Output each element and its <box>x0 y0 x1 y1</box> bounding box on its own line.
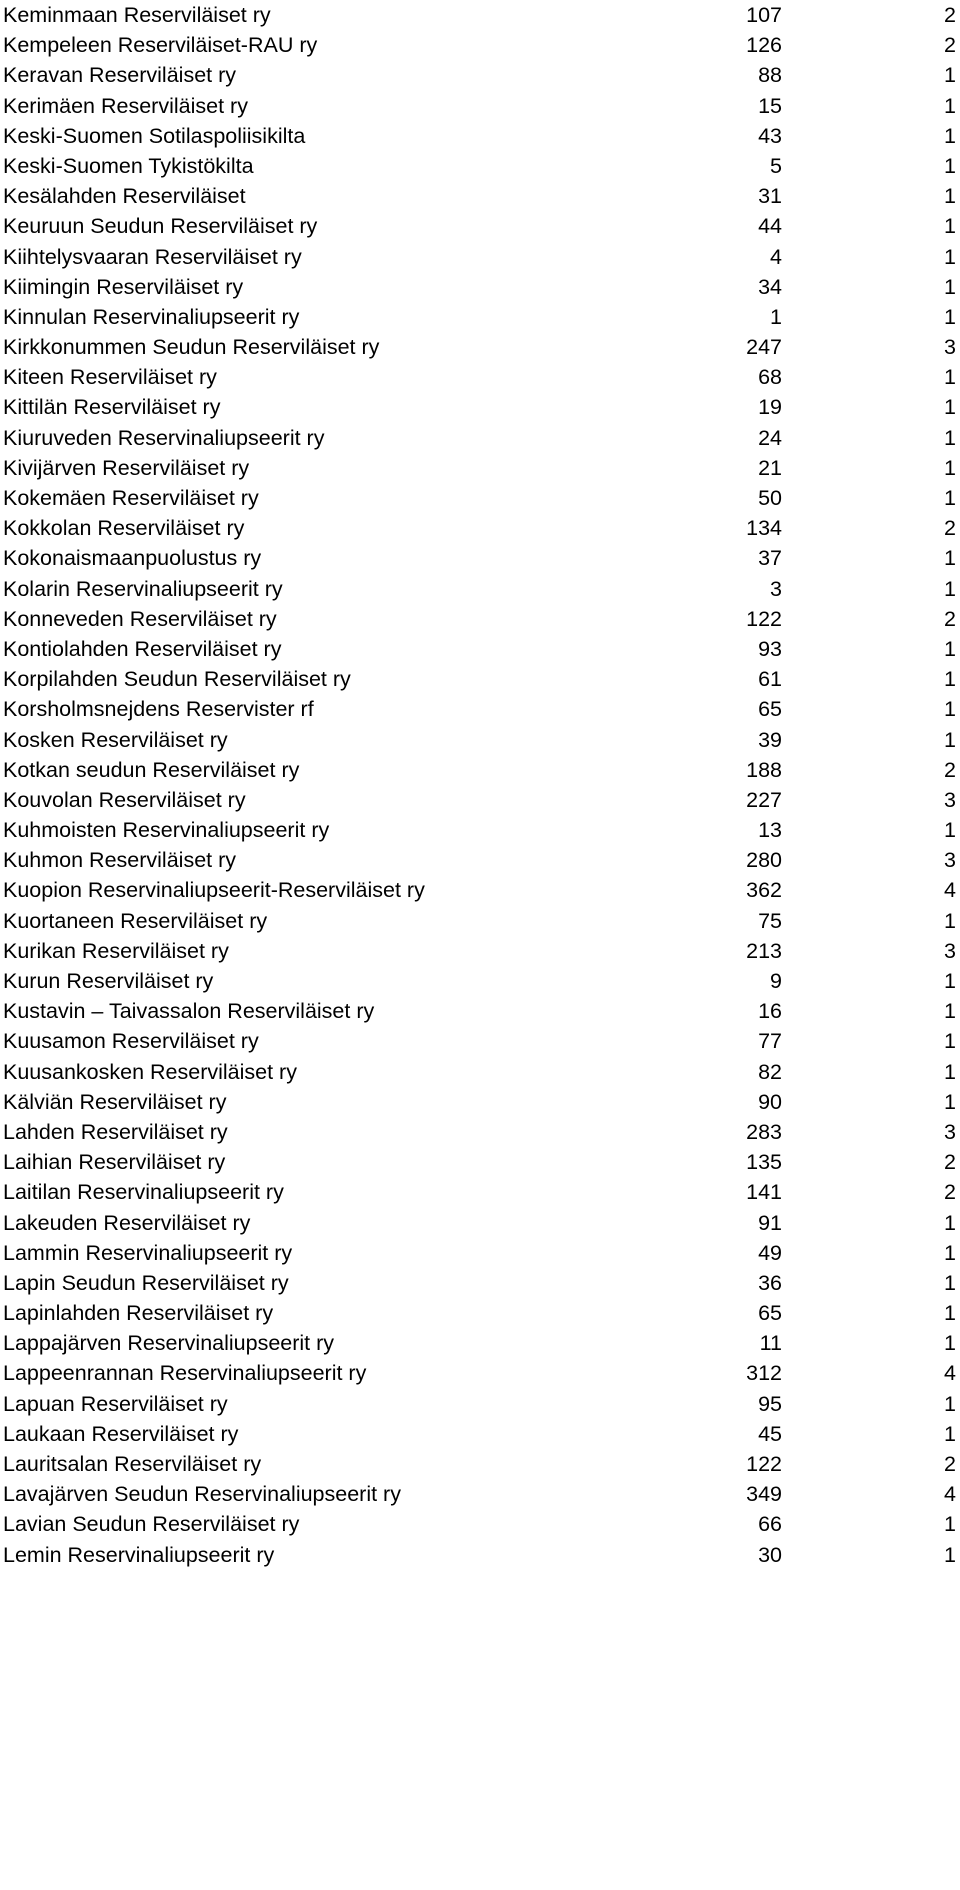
member-count: 21 <box>758 455 782 480</box>
association-name: Kouvolan Reserviläiset ry <box>3 787 246 812</box>
member-count: 349 <box>746 1482 782 1507</box>
table-row <box>0 875 960 905</box>
share-value: 2 <box>944 757 956 782</box>
share-value: 2 <box>944 33 956 58</box>
member-count: 247 <box>746 335 782 360</box>
association-name: Kuopion Reservinaliupseerit-Reserviläiset ry <box>3 878 425 903</box>
association-name: Kuusamon Reserviläiset ry <box>3 1029 259 1054</box>
member-count: 16 <box>758 999 782 1024</box>
table-row <box>0 362 960 392</box>
member-count: 1 <box>770 304 782 329</box>
member-count: 34 <box>758 274 782 299</box>
member-count: 39 <box>758 727 782 752</box>
association-name: Keuruun Seudun Reserviläiset ry <box>3 214 318 239</box>
member-count: 11 <box>759 1331 782 1356</box>
association-name: Lammin Reservinaliupseerit ry <box>3 1240 293 1265</box>
member-count: 30 <box>758 1542 782 1567</box>
member-count: 227 <box>746 787 782 812</box>
share-value: 1 <box>944 1421 956 1446</box>
table-row <box>0 785 960 815</box>
share-value: 1 <box>944 667 956 692</box>
table-row <box>0 574 960 604</box>
table-row <box>0 1087 960 1117</box>
association-name: Kolarin Reservinaliupseerit ry <box>3 576 283 601</box>
member-count: 24 <box>758 425 782 450</box>
table-row <box>0 0 960 30</box>
share-value: 1 <box>944 365 956 390</box>
association-name: Kesälahden Reserviläiset <box>3 184 246 209</box>
share-value: 1 <box>944 697 956 722</box>
table-row <box>0 211 960 241</box>
association-name: Lapinlahden Reserviläiset ry <box>3 1301 274 1326</box>
table-row <box>0 1177 960 1207</box>
share-value: 2 <box>944 1452 956 1476</box>
table-row <box>0 272 960 302</box>
share-value: 1 <box>944 1391 956 1416</box>
share-value: 1 <box>944 63 956 88</box>
table-row <box>0 483 960 513</box>
table-row <box>0 60 960 90</box>
association-name: Keravan Reserviläiset ry <box>3 63 237 88</box>
table-row <box>0 1509 960 1539</box>
table-row <box>0 1328 960 1358</box>
member-count: 88 <box>758 63 782 88</box>
share-value: 2 <box>944 1180 956 1205</box>
share-value: 1 <box>944 576 956 601</box>
share-value: 1 <box>944 636 956 661</box>
association-name: Kempeleen Reserviläiset-RAU ry <box>3 33 318 58</box>
table-row <box>0 1057 960 1087</box>
association-name: Laukaan Reserviläiset ry <box>3 1421 239 1446</box>
table-row <box>0 1147 960 1177</box>
association-name: Kirkkonummen Seudun Reserviläiset ry <box>3 335 380 360</box>
member-count: 65 <box>758 697 782 722</box>
association-name: Kittilän Reserviläiset ry <box>3 395 221 420</box>
association-name: Laihian Reserviläiset ry <box>3 1150 226 1175</box>
table-row <box>0 1026 960 1056</box>
share-value: 3 <box>944 335 956 360</box>
association-name: Kotkan seudun Reserviläiset ry <box>3 757 300 782</box>
association-name: Kurikan Reserviläiset ry <box>3 938 229 963</box>
share-value: 1 <box>944 1210 956 1235</box>
table-row <box>0 936 960 966</box>
table-row <box>0 966 960 996</box>
table-row <box>0 725 960 755</box>
member-count: 126 <box>746 33 782 58</box>
member-count: 77 <box>758 1029 782 1054</box>
table-row <box>0 845 960 875</box>
member-count: 19 <box>758 395 782 420</box>
share-value: 1 <box>944 395 956 420</box>
association-name: Kiuruveden Reservinaliupseerit ry <box>3 425 325 450</box>
association-name: Kälviän Reserviläiset ry <box>3 1089 227 1114</box>
member-count: 213 <box>746 938 782 963</box>
share-value: 2 <box>944 1150 956 1175</box>
share-value: 1 <box>944 969 956 993</box>
member-count: 82 <box>758 1059 782 1084</box>
table-row <box>0 392 960 422</box>
table-row <box>0 302 960 332</box>
member-count: 188 <box>746 757 782 782</box>
association-name: Lapin Seudun Reserviläiset ry <box>3 1270 289 1295</box>
share-value: 1 <box>944 93 956 118</box>
table-row <box>0 1479 960 1509</box>
member-count: 49 <box>758 1240 782 1265</box>
member-count: 36 <box>758 1270 782 1295</box>
share-value: 4 <box>944 878 956 903</box>
table-row <box>0 121 960 151</box>
association-name: Korpilahden Seudun Reserviläiset ry <box>3 667 351 692</box>
member-count: 134 <box>746 516 782 541</box>
association-name: Lappeenrannan Reservinaliupseerit ry <box>3 1361 367 1386</box>
member-count: 107 <box>746 3 782 27</box>
member-count: 50 <box>758 486 782 510</box>
share-value: 1 <box>944 425 956 450</box>
member-count: 61 <box>758 667 782 692</box>
share-value: 1 <box>944 455 956 480</box>
association-name: Lahden Reserviläiset ry <box>3 1119 228 1144</box>
table-row <box>0 1389 960 1419</box>
association-name: Keminmaan Reserviläiset ry <box>3 3 271 27</box>
table-row <box>0 30 960 60</box>
table-row <box>0 1540 960 1570</box>
association-name: Kiimingin Reserviläiset ry <box>3 274 244 299</box>
member-count: 45 <box>758 1421 782 1446</box>
member-count: 362 <box>746 878 782 903</box>
table-row <box>0 151 960 181</box>
member-count: 122 <box>746 1452 782 1476</box>
member-count: 4 <box>770 244 782 269</box>
share-value: 1 <box>944 908 956 933</box>
member-count: 91 <box>758 1210 782 1235</box>
share-value: 1 <box>944 304 956 329</box>
table-row <box>0 664 960 694</box>
share-value: 1 <box>944 1301 956 1326</box>
table-row <box>0 332 960 362</box>
member-count: 13 <box>758 818 782 843</box>
association-name: Lapuan Reserviläiset ry <box>3 1391 228 1416</box>
member-count: 135 <box>746 1150 782 1175</box>
share-value: 3 <box>944 1119 956 1144</box>
member-count: 93 <box>758 636 782 661</box>
member-count: 15 <box>758 93 782 118</box>
share-value: 1 <box>944 486 956 510</box>
share-value: 1 <box>944 1240 956 1265</box>
table-row <box>0 423 960 453</box>
association-name: Kosken Reserviläiset ry <box>3 727 228 752</box>
table-row <box>0 1208 960 1238</box>
table-row <box>0 634 960 664</box>
share-value: 1 <box>944 1270 956 1295</box>
table-row <box>0 543 960 573</box>
association-name: Kustavin – Taivassalon Reserviläiset ry <box>3 999 375 1024</box>
member-count: 141 <box>746 1180 782 1205</box>
share-value: 1 <box>944 274 956 299</box>
member-count: 312 <box>746 1361 782 1386</box>
association-name: Kontiolahden Reserviläiset ry <box>3 636 282 661</box>
association-name: Lavajärven Seudun Reservinaliupseerit ry <box>3 1482 401 1507</box>
association-name: Konneveden Reserviläiset ry <box>3 606 277 631</box>
share-value: 1 <box>944 727 956 752</box>
table-row <box>0 694 960 724</box>
share-value: 1 <box>944 184 956 209</box>
association-name: Lappajärven Reservinaliupseerit ry <box>3 1331 335 1356</box>
association-name: Kuhmoisten Reservinaliupseerit ry <box>3 818 330 843</box>
share-value: 3 <box>944 848 956 873</box>
member-count: 75 <box>758 908 782 933</box>
share-value: 1 <box>944 1029 956 1054</box>
member-count: 3 <box>770 576 782 601</box>
share-value: 3 <box>944 787 956 812</box>
member-count: 43 <box>758 123 782 148</box>
member-count: 90 <box>758 1089 782 1114</box>
share-value: 4 <box>944 1361 956 1386</box>
table-row <box>0 1298 960 1328</box>
share-value: 1 <box>944 1331 956 1356</box>
table-row <box>0 1268 960 1298</box>
share-value: 1 <box>944 214 956 239</box>
association-name: Lauritsalan Reserviläiset ry <box>3 1452 262 1476</box>
association-name: Korsholmsnejdens Reservister rf <box>3 697 314 722</box>
association-name: Kokemäen Reserviläiset ry <box>3 486 259 510</box>
share-value: 1 <box>944 1542 956 1567</box>
association-name: Keski-Suomen Sotilaspoliisikilta <box>3 123 306 148</box>
association-name: Keski-Suomen Tykistökilta <box>3 153 254 178</box>
association-name: Kurun Reserviläiset ry <box>3 969 214 993</box>
association-name: Laitilan Reservinaliupseerit ry <box>3 1180 284 1205</box>
table-row <box>0 1419 960 1449</box>
table-row <box>0 906 960 936</box>
association-name: Kivijärven Reserviläiset ry <box>3 455 250 480</box>
member-count: 68 <box>758 365 782 390</box>
table-row <box>0 1358 960 1388</box>
share-value: 1 <box>944 999 956 1024</box>
table-row <box>0 242 960 272</box>
member-count: 31 <box>758 184 782 209</box>
association-name: Kiteen Reserviläiset ry <box>3 365 217 390</box>
association-name: Kuusankosken Reserviläiset ry <box>3 1059 297 1084</box>
member-count: 65 <box>758 1301 782 1326</box>
association-name: Kokonaismaanpuolustus ry <box>3 546 262 571</box>
share-value: 4 <box>944 1482 956 1507</box>
table-row <box>0 1238 960 1268</box>
member-count: 44 <box>758 214 782 239</box>
association-name: Kiihtelysvaaran Reserviläiset ry <box>3 244 302 269</box>
member-count: 283 <box>746 1119 782 1144</box>
table-row <box>0 181 960 211</box>
share-value: 2 <box>944 516 956 541</box>
share-value: 1 <box>944 1059 956 1084</box>
table-row <box>0 1449 960 1479</box>
table-row <box>0 996 960 1026</box>
share-value: 1 <box>944 1512 956 1537</box>
association-name: Kokkolan Reserviläiset ry <box>3 516 245 541</box>
share-value: 1 <box>944 1089 956 1114</box>
member-count: 280 <box>746 848 782 873</box>
table-row <box>0 755 960 785</box>
table-row <box>0 604 960 634</box>
association-name: Kuortaneen Reserviläiset ry <box>3 908 268 933</box>
share-value: 2 <box>944 606 956 631</box>
share-value: 2 <box>944 3 956 27</box>
table-row <box>0 513 960 543</box>
association-name: Lakeuden Reserviläiset ry <box>3 1210 251 1235</box>
association-name: Lemin Reservinaliupseerit ry <box>3 1542 275 1567</box>
association-name: Kinnulan Reservinaliupseerit ry <box>3 304 300 329</box>
share-value: 1 <box>944 123 956 148</box>
member-count: 95 <box>758 1391 782 1416</box>
member-count: 37 <box>758 546 782 571</box>
table-row <box>0 815 960 845</box>
association-name: Lavian Seudun Reserviläiset ry <box>3 1512 300 1537</box>
share-value: 1 <box>944 153 956 178</box>
share-value: 1 <box>944 818 956 843</box>
member-count: 122 <box>746 606 782 631</box>
member-count: 5 <box>770 153 782 178</box>
association-name: Kuhmon Reserviläiset ry <box>3 848 237 873</box>
share-value: 3 <box>944 938 956 963</box>
member-count: 9 <box>770 969 782 993</box>
table-row <box>0 1117 960 1147</box>
table-row <box>0 91 960 121</box>
table-row <box>0 453 960 483</box>
share-value: 1 <box>944 546 956 571</box>
association-name: Kerimäen Reserviläiset ry <box>3 93 248 118</box>
member-count: 66 <box>758 1512 782 1537</box>
share-value: 1 <box>944 244 956 269</box>
